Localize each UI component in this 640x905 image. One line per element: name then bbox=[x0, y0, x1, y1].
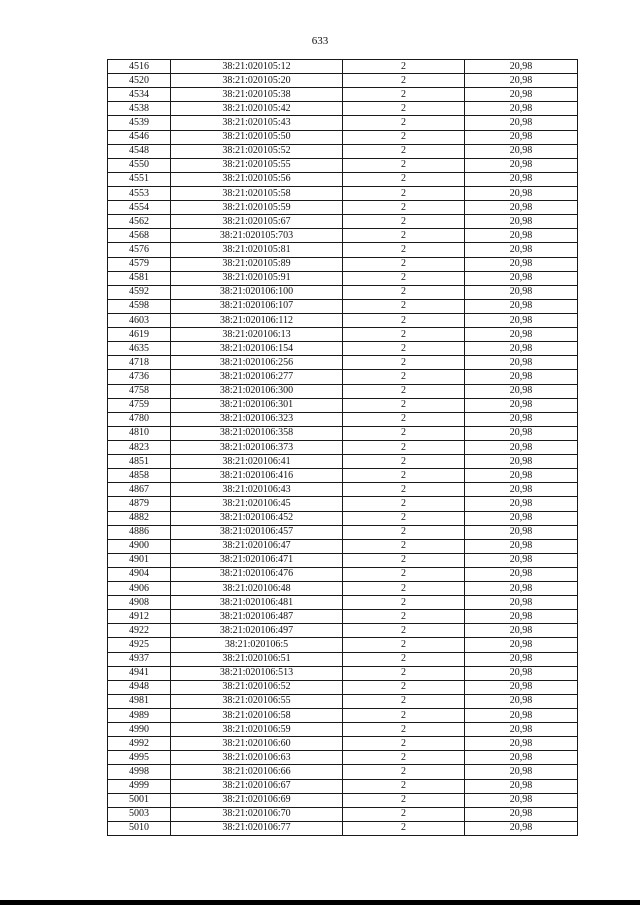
record-number-cell: 4904 bbox=[108, 567, 171, 581]
amount-cell: 20,98 bbox=[465, 116, 578, 130]
record-number-cell: 4989 bbox=[108, 709, 171, 723]
amount-cell: 20,98 bbox=[465, 328, 578, 342]
record-number-cell: 4922 bbox=[108, 624, 171, 638]
table-row bbox=[108, 172, 578, 186]
amount-cell: 20,98 bbox=[465, 779, 578, 793]
cadastral-number-cell: 38:21:020105:67 bbox=[171, 215, 343, 229]
cadastral-number-cell: 38:21:020106:513 bbox=[171, 666, 343, 680]
quantity-cell: 2 bbox=[343, 243, 465, 257]
cadastral-number-cell: 38:21:020106:457 bbox=[171, 525, 343, 539]
cadastral-number-cell: 38:21:020105:81 bbox=[171, 243, 343, 257]
amount-cell: 20,98 bbox=[465, 483, 578, 497]
quantity-cell: 2 bbox=[343, 328, 465, 342]
cadastral-number-cell: 38:21:020105:42 bbox=[171, 102, 343, 116]
table-row bbox=[108, 793, 578, 807]
cadastral-number-cell: 38:21:020105:91 bbox=[171, 271, 343, 285]
amount-cell: 20,98 bbox=[465, 440, 578, 454]
table-row bbox=[108, 821, 578, 835]
cadastral-number-cell: 38:21:020106:67 bbox=[171, 779, 343, 793]
amount-cell: 20,98 bbox=[465, 680, 578, 694]
quantity-cell: 2 bbox=[343, 596, 465, 610]
quantity-cell: 2 bbox=[343, 158, 465, 172]
table-row bbox=[108, 440, 578, 454]
amount-cell: 20,98 bbox=[465, 525, 578, 539]
amount-cell: 20,98 bbox=[465, 144, 578, 158]
quantity-cell: 2 bbox=[343, 610, 465, 624]
amount-cell: 20,98 bbox=[465, 342, 578, 356]
amount-cell: 20,98 bbox=[465, 102, 578, 116]
quantity-cell: 2 bbox=[343, 299, 465, 313]
amount-cell: 20,98 bbox=[465, 356, 578, 370]
cadastral-number-cell: 38:21:020105:58 bbox=[171, 186, 343, 200]
record-number-cell: 4882 bbox=[108, 511, 171, 525]
cadastral-number-cell: 38:21:020106:41 bbox=[171, 455, 343, 469]
cadastral-number-cell: 38:21:020105:50 bbox=[171, 130, 343, 144]
amount-cell: 20,98 bbox=[465, 666, 578, 680]
table-row bbox=[108, 511, 578, 525]
record-number-cell: 4908 bbox=[108, 596, 171, 610]
amount-cell: 20,98 bbox=[465, 74, 578, 88]
table-row bbox=[108, 299, 578, 313]
amount-cell: 20,98 bbox=[465, 201, 578, 215]
amount-cell: 20,98 bbox=[465, 553, 578, 567]
amount-cell: 20,98 bbox=[465, 455, 578, 469]
cadastral-number-cell: 38:21:020106:77 bbox=[171, 821, 343, 835]
table-row bbox=[108, 469, 578, 483]
record-number-cell: 4554 bbox=[108, 201, 171, 215]
table-row bbox=[108, 398, 578, 412]
quantity-cell: 2 bbox=[343, 582, 465, 596]
amount-cell: 20,98 bbox=[465, 172, 578, 186]
cadastral-number-cell: 38:21:020106:112 bbox=[171, 313, 343, 327]
cadastral-number-cell: 38:21:020106:5 bbox=[171, 638, 343, 652]
table-row bbox=[108, 243, 578, 257]
record-number-cell: 4998 bbox=[108, 765, 171, 779]
cadastral-number-cell: 38:21:020106:70 bbox=[171, 807, 343, 821]
cadastral-number-cell: 38:21:020105:12 bbox=[171, 60, 343, 74]
quantity-cell: 2 bbox=[343, 144, 465, 158]
quantity-cell: 2 bbox=[343, 807, 465, 821]
quantity-cell: 2 bbox=[343, 102, 465, 116]
record-number-cell: 4823 bbox=[108, 440, 171, 454]
record-number-cell: 4534 bbox=[108, 88, 171, 102]
table-row bbox=[108, 596, 578, 610]
quantity-cell: 2 bbox=[343, 497, 465, 511]
cadastral-number-cell: 38:21:020106:301 bbox=[171, 398, 343, 412]
quantity-cell: 2 bbox=[343, 116, 465, 130]
cadastral-number-cell: 38:21:020105:55 bbox=[171, 158, 343, 172]
quantity-cell: 2 bbox=[343, 723, 465, 737]
amount-cell: 20,98 bbox=[465, 243, 578, 257]
registry-table-body bbox=[108, 60, 578, 836]
cadastral-number-cell: 38:21:020106:63 bbox=[171, 751, 343, 765]
table-row bbox=[108, 694, 578, 708]
record-number-cell: 4912 bbox=[108, 610, 171, 624]
table-row bbox=[108, 257, 578, 271]
record-number-cell: 4546 bbox=[108, 130, 171, 144]
amount-cell: 20,98 bbox=[465, 215, 578, 229]
cadastral-number-cell: 38:21:020106:60 bbox=[171, 737, 343, 751]
quantity-cell: 2 bbox=[343, 426, 465, 440]
record-number-cell: 4568 bbox=[108, 229, 171, 243]
table-row bbox=[108, 723, 578, 737]
quantity-cell: 2 bbox=[343, 666, 465, 680]
amount-cell: 20,98 bbox=[465, 737, 578, 751]
table-row bbox=[108, 638, 578, 652]
cadastral-number-cell: 38:21:020106:52 bbox=[171, 680, 343, 694]
cadastral-number-cell: 38:21:020106:487 bbox=[171, 610, 343, 624]
table-row bbox=[108, 539, 578, 553]
table-row bbox=[108, 328, 578, 342]
record-number-cell: 4548 bbox=[108, 144, 171, 158]
amount-cell: 20,98 bbox=[465, 60, 578, 74]
record-number-cell: 4553 bbox=[108, 186, 171, 200]
quantity-cell: 2 bbox=[343, 539, 465, 553]
quantity-cell: 2 bbox=[343, 553, 465, 567]
record-number-cell: 4516 bbox=[108, 60, 171, 74]
record-number-cell: 4635 bbox=[108, 342, 171, 356]
record-number-cell: 5010 bbox=[108, 821, 171, 835]
table-row bbox=[108, 186, 578, 200]
quantity-cell: 2 bbox=[343, 624, 465, 638]
quantity-cell: 2 bbox=[343, 751, 465, 765]
amount-cell: 20,98 bbox=[465, 398, 578, 412]
cadastral-number-cell: 38:21:020106:373 bbox=[171, 440, 343, 454]
table-row bbox=[108, 553, 578, 567]
quantity-cell: 2 bbox=[343, 257, 465, 271]
amount-cell: 20,98 bbox=[465, 130, 578, 144]
quantity-cell: 2 bbox=[343, 88, 465, 102]
amount-cell: 20,98 bbox=[465, 158, 578, 172]
table-row bbox=[108, 356, 578, 370]
record-number-cell: 4937 bbox=[108, 652, 171, 666]
cadastral-number-cell: 38:21:020106:58 bbox=[171, 709, 343, 723]
record-number-cell: 4900 bbox=[108, 539, 171, 553]
amount-cell: 20,98 bbox=[465, 497, 578, 511]
record-number-cell: 4619 bbox=[108, 328, 171, 342]
quantity-cell: 2 bbox=[343, 652, 465, 666]
record-number-cell: 4579 bbox=[108, 257, 171, 271]
quantity-cell: 2 bbox=[343, 821, 465, 835]
table-row bbox=[108, 680, 578, 694]
amount-cell: 20,98 bbox=[465, 384, 578, 398]
record-number-cell: 4995 bbox=[108, 751, 171, 765]
table-row bbox=[108, 483, 578, 497]
quantity-cell: 2 bbox=[343, 201, 465, 215]
cadastral-number-cell: 38:21:020106:256 bbox=[171, 356, 343, 370]
cadastral-number-cell: 38:21:020105:43 bbox=[171, 116, 343, 130]
cadastral-number-cell: 38:21:020106:481 bbox=[171, 596, 343, 610]
quantity-cell: 2 bbox=[343, 74, 465, 88]
record-number-cell: 4603 bbox=[108, 313, 171, 327]
amount-cell: 20,98 bbox=[465, 370, 578, 384]
table-row bbox=[108, 807, 578, 821]
table-row bbox=[108, 229, 578, 243]
quantity-cell: 2 bbox=[343, 793, 465, 807]
amount-cell: 20,98 bbox=[465, 88, 578, 102]
amount-cell: 20,98 bbox=[465, 469, 578, 483]
cadastral-number-cell: 38:21:020106:154 bbox=[171, 342, 343, 356]
quantity-cell: 2 bbox=[343, 525, 465, 539]
table-row bbox=[108, 102, 578, 116]
record-number-cell: 4581 bbox=[108, 271, 171, 285]
table-row bbox=[108, 709, 578, 723]
quantity-cell: 2 bbox=[343, 285, 465, 299]
cadastral-number-cell: 38:21:020105:20 bbox=[171, 74, 343, 88]
cadastral-number-cell: 38:21:020106:277 bbox=[171, 370, 343, 384]
table-row bbox=[108, 313, 578, 327]
record-number-cell: 4539 bbox=[108, 116, 171, 130]
amount-cell: 20,98 bbox=[465, 821, 578, 835]
record-number-cell: 4520 bbox=[108, 74, 171, 88]
cadastral-number-cell: 38:21:020106:13 bbox=[171, 328, 343, 342]
quantity-cell: 2 bbox=[343, 709, 465, 723]
table-row bbox=[108, 384, 578, 398]
cadastral-number-cell: 38:21:020105:703 bbox=[171, 229, 343, 243]
amount-cell: 20,98 bbox=[465, 652, 578, 666]
cadastral-number-cell: 38:21:020105:59 bbox=[171, 201, 343, 215]
amount-cell: 20,98 bbox=[465, 709, 578, 723]
page-number: 633 bbox=[311, 35, 329, 47]
quantity-cell: 2 bbox=[343, 215, 465, 229]
quantity-cell: 2 bbox=[343, 384, 465, 398]
quantity-cell: 2 bbox=[343, 130, 465, 144]
table-row bbox=[108, 370, 578, 384]
table-row bbox=[108, 342, 578, 356]
table-row bbox=[108, 74, 578, 88]
amount-cell: 20,98 bbox=[465, 511, 578, 525]
amount-cell: 20,98 bbox=[465, 596, 578, 610]
cadastral-number-cell: 38:21:020106:66 bbox=[171, 765, 343, 779]
cadastral-number-cell: 38:21:020105:89 bbox=[171, 257, 343, 271]
quantity-cell: 2 bbox=[343, 737, 465, 751]
table-row bbox=[108, 582, 578, 596]
quantity-cell: 2 bbox=[343, 398, 465, 412]
record-number-cell: 5003 bbox=[108, 807, 171, 821]
amount-cell: 20,98 bbox=[465, 807, 578, 821]
cadastral-number-cell: 38:21:020106:358 bbox=[171, 426, 343, 440]
quantity-cell: 2 bbox=[343, 483, 465, 497]
quantity-cell: 2 bbox=[343, 765, 465, 779]
amount-cell: 20,98 bbox=[465, 426, 578, 440]
cadastral-number-cell: 38:21:020105:38 bbox=[171, 88, 343, 102]
amount-cell: 20,98 bbox=[465, 271, 578, 285]
table-row bbox=[108, 285, 578, 299]
table-row bbox=[108, 624, 578, 638]
quantity-cell: 2 bbox=[343, 313, 465, 327]
scan-bottom-edge bbox=[0, 900, 640, 905]
record-number-cell: 4858 bbox=[108, 469, 171, 483]
table-row bbox=[108, 426, 578, 440]
record-number-cell: 4886 bbox=[108, 525, 171, 539]
table-row bbox=[108, 455, 578, 469]
table-row bbox=[108, 567, 578, 581]
cadastral-number-cell: 38:21:020106:497 bbox=[171, 624, 343, 638]
cadastral-number-cell: 38:21:020106:476 bbox=[171, 567, 343, 581]
table-row bbox=[108, 215, 578, 229]
amount-cell: 20,98 bbox=[465, 765, 578, 779]
record-number-cell: 4906 bbox=[108, 582, 171, 596]
table-row bbox=[108, 652, 578, 666]
record-number-cell: 4851 bbox=[108, 455, 171, 469]
amount-cell: 20,98 bbox=[465, 793, 578, 807]
table-row bbox=[108, 737, 578, 751]
amount-cell: 20,98 bbox=[465, 723, 578, 737]
table-row bbox=[108, 144, 578, 158]
cadastral-number-cell: 38:21:020106:48 bbox=[171, 582, 343, 596]
quantity-cell: 2 bbox=[343, 638, 465, 652]
quantity-cell: 2 bbox=[343, 567, 465, 581]
record-number-cell: 4948 bbox=[108, 680, 171, 694]
cadastral-number-cell: 38:21:020106:69 bbox=[171, 793, 343, 807]
quantity-cell: 2 bbox=[343, 440, 465, 454]
quantity-cell: 2 bbox=[343, 356, 465, 370]
record-number-cell: 4901 bbox=[108, 553, 171, 567]
record-number-cell: 4992 bbox=[108, 737, 171, 751]
record-number-cell: 4999 bbox=[108, 779, 171, 793]
table-row bbox=[108, 201, 578, 215]
amount-cell: 20,98 bbox=[465, 412, 578, 426]
record-number-cell: 4759 bbox=[108, 398, 171, 412]
record-number-cell: 4551 bbox=[108, 172, 171, 186]
cadastral-number-cell: 38:21:020106:300 bbox=[171, 384, 343, 398]
table-row bbox=[108, 779, 578, 793]
cadastral-number-cell: 38:21:020105:56 bbox=[171, 172, 343, 186]
record-number-cell: 4550 bbox=[108, 158, 171, 172]
amount-cell: 20,98 bbox=[465, 186, 578, 200]
record-number-cell: 4576 bbox=[108, 243, 171, 257]
record-number-cell: 5001 bbox=[108, 793, 171, 807]
cadastral-number-cell: 38:21:020106:100 bbox=[171, 285, 343, 299]
amount-cell: 20,98 bbox=[465, 582, 578, 596]
amount-cell: 20,98 bbox=[465, 299, 578, 313]
record-number-cell: 4867 bbox=[108, 483, 171, 497]
record-number-cell: 4780 bbox=[108, 412, 171, 426]
amount-cell: 20,98 bbox=[465, 285, 578, 299]
record-number-cell: 4941 bbox=[108, 666, 171, 680]
table-row bbox=[108, 88, 578, 102]
table-row bbox=[108, 60, 578, 74]
quantity-cell: 2 bbox=[343, 186, 465, 200]
table-row bbox=[108, 116, 578, 130]
table-row bbox=[108, 765, 578, 779]
cadastral-number-cell: 38:21:020105:52 bbox=[171, 144, 343, 158]
record-number-cell: 4879 bbox=[108, 497, 171, 511]
record-number-cell: 4981 bbox=[108, 694, 171, 708]
table-row bbox=[108, 130, 578, 144]
amount-cell: 20,98 bbox=[465, 624, 578, 638]
quantity-cell: 2 bbox=[343, 412, 465, 426]
record-number-cell: 4736 bbox=[108, 370, 171, 384]
cadastral-number-cell: 38:21:020106:59 bbox=[171, 723, 343, 737]
cadastral-number-cell: 38:21:020106:471 bbox=[171, 553, 343, 567]
table-row bbox=[108, 610, 578, 624]
cadastral-number-cell: 38:21:020106:452 bbox=[171, 511, 343, 525]
amount-cell: 20,98 bbox=[465, 229, 578, 243]
quantity-cell: 2 bbox=[343, 60, 465, 74]
cadastral-number-cell: 38:21:020106:45 bbox=[171, 497, 343, 511]
amount-cell: 20,98 bbox=[465, 539, 578, 553]
cadastral-number-cell: 38:21:020106:416 bbox=[171, 469, 343, 483]
table-row bbox=[108, 751, 578, 765]
amount-cell: 20,98 bbox=[465, 751, 578, 765]
record-number-cell: 4925 bbox=[108, 638, 171, 652]
amount-cell: 20,98 bbox=[465, 313, 578, 327]
record-number-cell: 4990 bbox=[108, 723, 171, 737]
amount-cell: 20,98 bbox=[465, 567, 578, 581]
quantity-cell: 2 bbox=[343, 680, 465, 694]
record-number-cell: 4810 bbox=[108, 426, 171, 440]
quantity-cell: 2 bbox=[343, 694, 465, 708]
quantity-cell: 2 bbox=[343, 370, 465, 384]
record-number-cell: 4592 bbox=[108, 285, 171, 299]
registry-table bbox=[107, 59, 578, 836]
quantity-cell: 2 bbox=[343, 511, 465, 525]
amount-cell: 20,98 bbox=[465, 610, 578, 624]
record-number-cell: 4538 bbox=[108, 102, 171, 116]
amount-cell: 20,98 bbox=[465, 257, 578, 271]
table-row bbox=[108, 525, 578, 539]
record-number-cell: 4562 bbox=[108, 215, 171, 229]
table-row bbox=[108, 412, 578, 426]
record-number-cell: 4718 bbox=[108, 356, 171, 370]
cadastral-number-cell: 38:21:020106:107 bbox=[171, 299, 343, 313]
table-row bbox=[108, 158, 578, 172]
table-row bbox=[108, 497, 578, 511]
cadastral-number-cell: 38:21:020106:43 bbox=[171, 483, 343, 497]
quantity-cell: 2 bbox=[343, 455, 465, 469]
quantity-cell: 2 bbox=[343, 469, 465, 483]
cadastral-number-cell: 38:21:020106:47 bbox=[171, 539, 343, 553]
cadastral-number-cell: 38:21:020106:51 bbox=[171, 652, 343, 666]
amount-cell: 20,98 bbox=[465, 694, 578, 708]
record-number-cell: 4598 bbox=[108, 299, 171, 313]
quantity-cell: 2 bbox=[343, 779, 465, 793]
quantity-cell: 2 bbox=[343, 271, 465, 285]
quantity-cell: 2 bbox=[343, 342, 465, 356]
cadastral-number-cell: 38:21:020106:323 bbox=[171, 412, 343, 426]
amount-cell: 20,98 bbox=[465, 638, 578, 652]
cadastral-number-cell: 38:21:020106:55 bbox=[171, 694, 343, 708]
record-number-cell: 4758 bbox=[108, 384, 171, 398]
quantity-cell: 2 bbox=[343, 172, 465, 186]
table-row bbox=[108, 271, 578, 285]
table-row bbox=[108, 666, 578, 680]
quantity-cell: 2 bbox=[343, 229, 465, 243]
